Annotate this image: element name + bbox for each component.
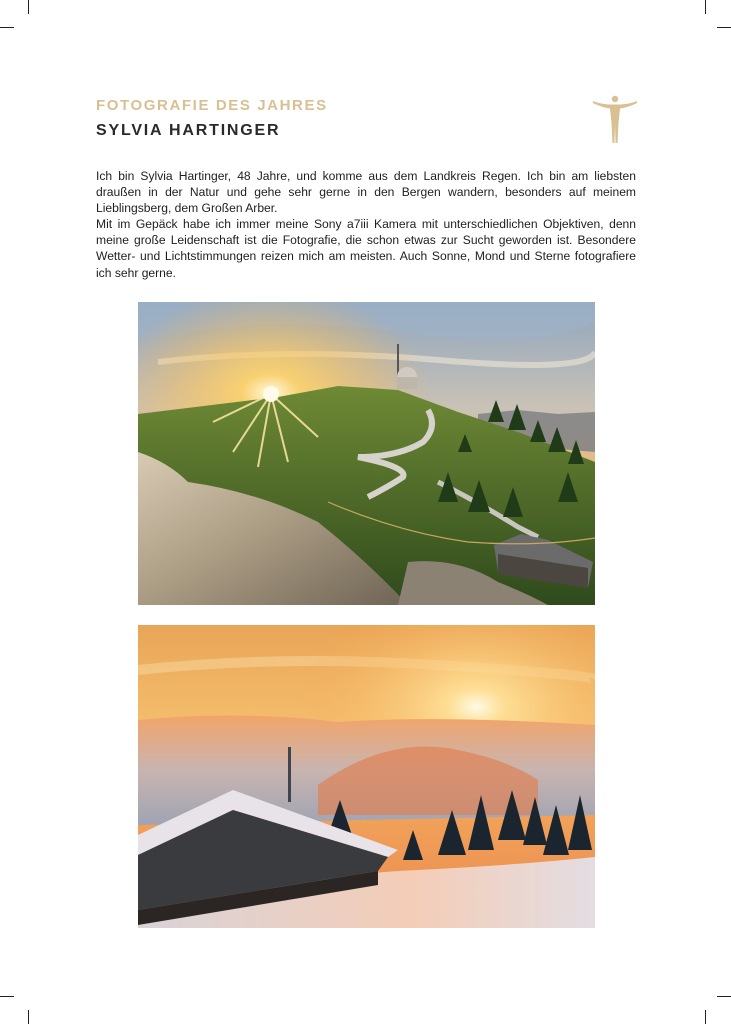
- section-kicker: FOTOGRAFIE DES JAHRES: [96, 97, 328, 114]
- crop-mark: [705, 0, 706, 14]
- crop-mark: [28, 0, 29, 14]
- crop-mark: [28, 1010, 29, 1024]
- photographer-name: SYLVIA HARTINGER: [96, 122, 281, 139]
- crop-mark: [705, 1010, 706, 1024]
- intro-paragraph: Mit im Gepäck habe ich immer meine Sony a7iii Kamera mit unterschiedlichen Objektiven, denn meine große Leidenschaft ist die Fotografie, die schon etwas zur Sucht geworden ist. Besondere Wetter- und Lichtstimmungen reizen mich am meisten. Auch Sonne, Mond und Sterne fotografiere ich sehr gerne.: [96, 217, 636, 280]
- photo-winter-sunrise: [138, 625, 595, 928]
- intro-text: [96, 168, 636, 281]
- crop-mark: [0, 27, 14, 28]
- crop-mark: [0, 996, 14, 997]
- crop-mark: [717, 27, 731, 28]
- intro-paragraph: Ich bin Sylvia Hartinger, 48 Jahre, und komme aus dem Landkreis Regen. Ich bin am liebsten draußen in der Natur und gehe sehr gerne in den Bergen wandern, besonders auf meinem Lieblingsberg, dem Großen Arber.: [96, 169, 636, 216]
- person-outstretched-arms-icon: [592, 95, 638, 145]
- crop-mark: [717, 996, 731, 997]
- photo-summit-sunset: [138, 302, 595, 605]
